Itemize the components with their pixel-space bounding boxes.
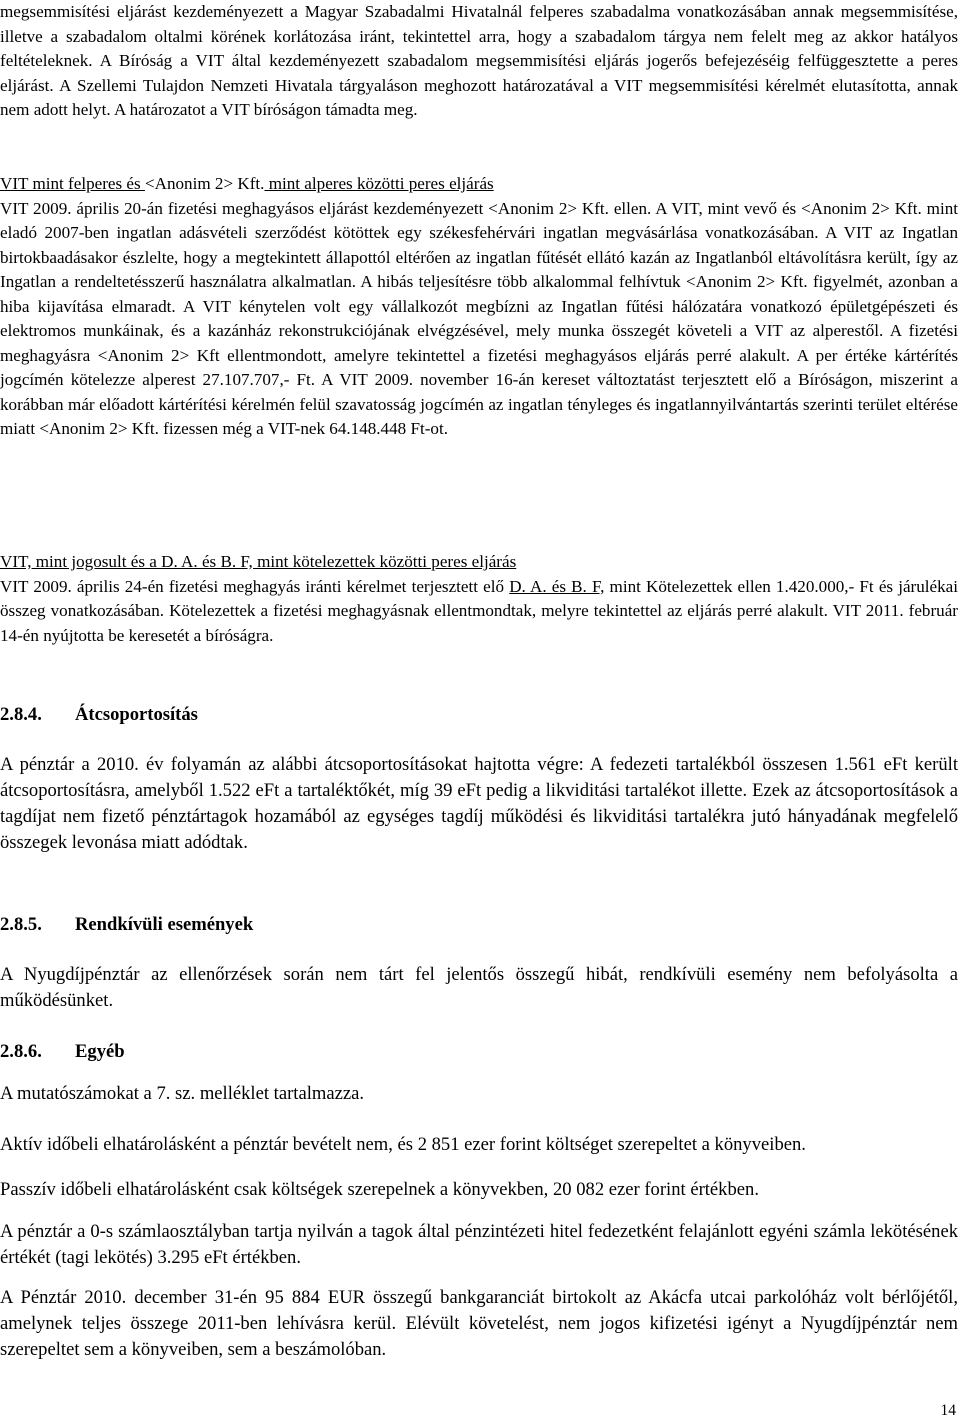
passziv-elhatarolas-text: Passzív időbeli elhatárolásként csak költségek szerepelnek a könyvekben, 20 082 ezer forint értékben. xyxy=(0,1179,759,1200)
section-284-text: A pénztár a 2010. év folyamán az alábbi átcsoportosításokat hajtotta végre: A fedezeti tartalékból összesen 1.561 eFt került átcsoportosításra, amelyből 1.522 eFt a tartaléktőkét, míg 39 eFt pedig a likviditási tartalékot illette. Ezek az átcsoportosítások a tagdíjat nem fizető pénztártagok hozamából az egységes tagdíj működési és likviditási tartalékra jutó hányadának megfelelő összegek levonása miatt adódtak. xyxy=(0,754,958,854)
tagi-lekotes-paragraph xyxy=(0,1219,958,1271)
case1-section xyxy=(0,172,958,442)
section-285-title: Rendkívüli események xyxy=(75,914,254,935)
section-284-heading xyxy=(0,703,198,727)
section-285-text: A Nyugdíjpénztár az ellenőrzések során nem tárt fel jelentős összegű hibát, rendkívüli esemény nem befolyásolta a működésünket. xyxy=(0,964,958,1012)
section-284-number: 2.8.4. xyxy=(0,704,42,725)
section-284-title: Átcsoportosítás xyxy=(75,704,198,725)
case1-title-part2: <Anonim 2> Kft. xyxy=(144,174,265,193)
case1-text: VIT 2009. április 20-án fizetési meghagyásos eljárást kezdeményezett <Anonim 2> Kft. ellen. A VIT, mint vevő és <Anonim 2> Kft. mint eladó 2007-ben ingatlan adásvételi szerződést kötöttek egy székesfehérvári ingatlan megvásárlása vonatkozásában. A VIT az Ingatlan birtokbaadásakor észlelte, hogy a megtekintett állapottól eltérően az ingatlan fűtését ellátó kazán az Ingatlanból eltávolításra került, így az Ingatlan a rendeltetésszerű használatra alkalmatlan. A hibás teljesítésre több alkalommal felhívtuk <Anonim 2> Kft. figyelmét, azonban a hiba kijavítása elmaradt. A VIT kénytelen volt egy vállalkozót megbízni az Ingatlan fűtési hálózatára vonatkozó épületgépészeti és elektromos munkáinak, és a kazánház rekonstrukciójának elvégzésével, mely munka összegét követeli a VIT az alperestől. A fizetési meghagyásra <Anonim 2> Kft ellentmondott, amelyre tekintettel a fizetési meghagyásos eljárás perré alakult. A per értéke kártérítés jogcímén kötelezze alperest 27.107.707,- Ft. A VIT 2009. november 16-án kereset változtatást terjesztett elő a Bíróságon, miszerint a korábban már előadott kártérítési kérelmén felül szavatosság jogcímén az ingatlan tényleges és ingatlannyilvántartás szerinti terület eltérése miatt <Anonim 2> Kft. fizessen még a VIT-nek 64.148.448 Ft-ot. xyxy=(0,198,958,439)
section-286-number: 2.8.6. xyxy=(0,1041,42,1062)
case1-title xyxy=(0,172,958,197)
intro-paragraph xyxy=(0,0,958,123)
section-285-heading xyxy=(0,913,253,937)
section-285-body xyxy=(0,962,958,1014)
section-285-number: 2.8.5. xyxy=(0,914,42,935)
section-284-body xyxy=(0,752,958,856)
tagi-lekotes-text: A pénztár a 0-s számlaosztályban tartja nyilván a tagok által pénzintézeti hitel fedezetként felajánlott egyéni számla lekötésének értékét (tagi lekötés) 3.295 eFt értékben. xyxy=(0,1221,958,1269)
case2-section xyxy=(0,550,958,648)
section-286-title: Egyéb xyxy=(75,1041,125,1062)
case2-text: VIT 2009. április 24-én fizetési meghagyás iránti kérelmet terjesztett elő D. A. és B. F, mint Kötelezettek ellen 1.420.000,- Ft és járulékai összeg vonatkozásában. Kötelezettek a fizetési meghagyásnak ellentmondtak, melyre tekintettel az eljárás perré alakult. VIT 2011. február 14-én nyújtotta be keresetét a bíróságra. xyxy=(0,576,958,645)
case1-title-part3: mint alperes közötti peres eljárás xyxy=(264,174,494,193)
case2-parties-link: D. A. és B. F, xyxy=(509,576,605,596)
section-286-text: A mutatószámokat a 7. sz. melléklet tartalmazza. xyxy=(0,1083,364,1104)
case1-title-part1: VIT mint felperes és xyxy=(0,174,145,193)
section-286-heading xyxy=(0,1040,125,1064)
bankgarancia-paragraph xyxy=(0,1285,958,1363)
aktiv-elhatarolas-text: Aktív időbeli elhatárolásként a pénztár bevételt nem, és 2 851 ezer forint költséget szerepeltet a könyveiben. xyxy=(0,1134,806,1155)
page-number: 14 xyxy=(940,1402,956,1419)
bankgarancia-text: A Pénztár 2010. december 31-én 95 884 EUR összegű bankgaranciát birtokolt az Akácfa utcai parkolóház volt bérlőjétől, amelynek teljes összege 2011-ben lehívásra kerül. Elévült követelést, nem jogos kifizetési igényt a Nyugdíjpénztár nem szerepeltet sem a könyveiben, sem a beszámolóban. xyxy=(0,1287,958,1361)
intro-text: megsemmisítési eljárást kezdeményezett a Magyar Szabadalmi Hivatalnál felperes szabadalma vonatkozásában annak megsemmisítése, illetve a szabadalom oltalmi körének korlátozása iránt, tekintettel arra, hogy a szabadalom tárgya nem felelt meg az akkor hatályos feltételeknek. A Bíróság a VIT által kezdeményezett szabadalom megsemmisítési eljárás jogerős befejezéséig felfüggesztette a peres eljárást. A Szellemi Tulajdon Nemzeti Hivatala tárgyaláson meghozott határozatával a VIT megsemmisítési kérelmét elutasította, annak nem adott helyt. A határozatot a VIT bíróságon támadta meg. xyxy=(0,2,958,120)
case2-title: VIT, mint jogosult és a D. A. és B. F, mint kötelezettek közötti peres eljárás xyxy=(0,552,517,571)
